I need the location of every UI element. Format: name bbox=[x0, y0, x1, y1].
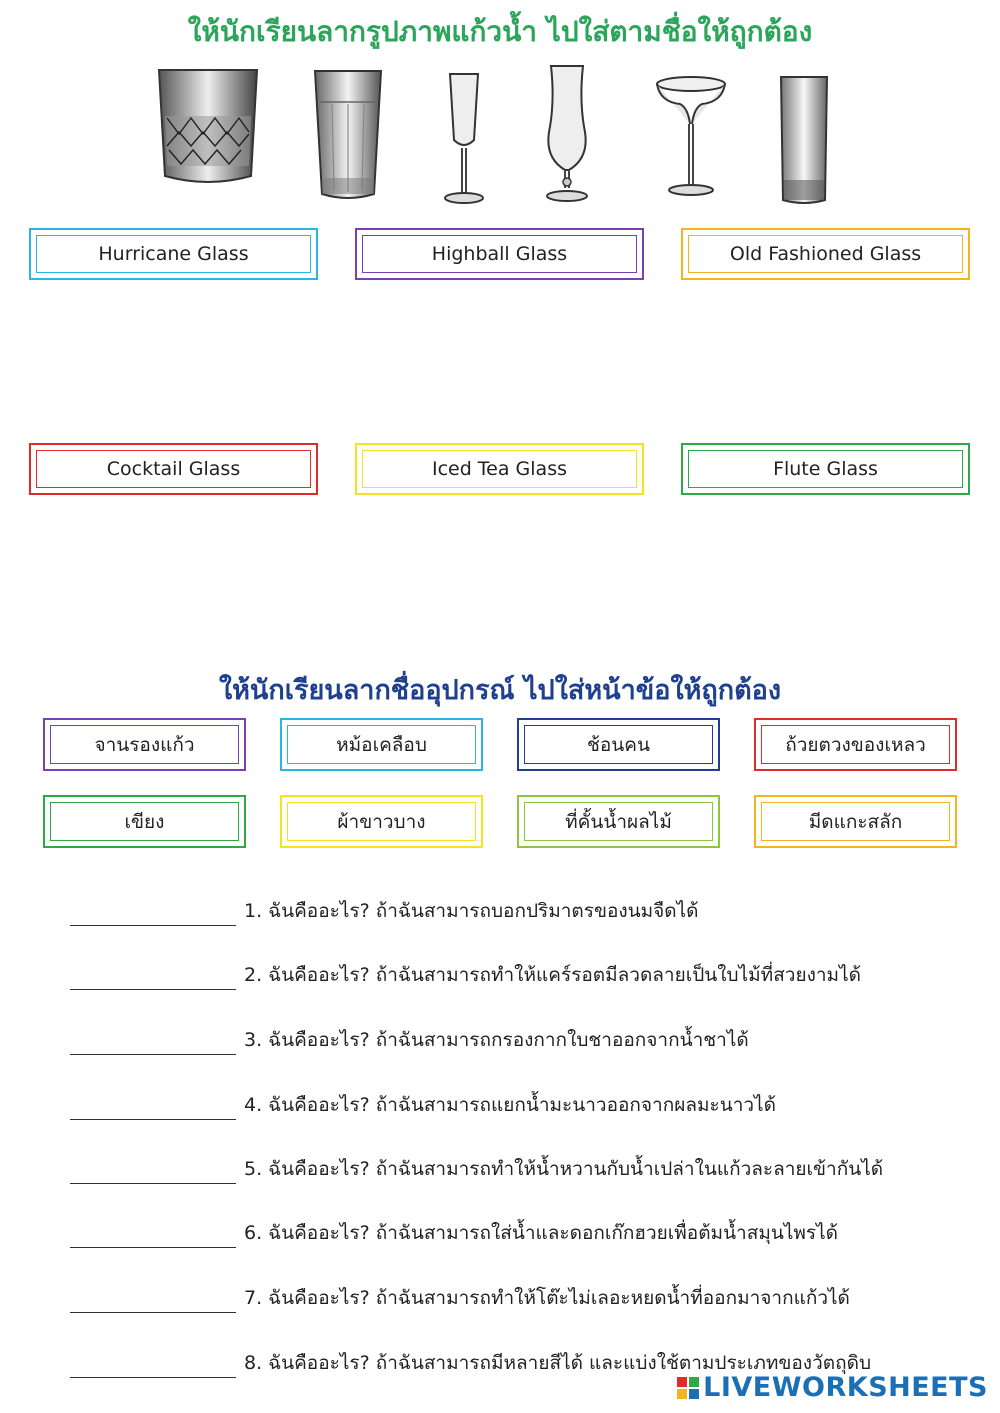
question-4: 4. ฉันคืออะไร? ถ้าฉันสามารถแยกน้ำมะนาวออกจากผลมะนาวได้ bbox=[70, 1090, 776, 1120]
question-8: 8. ฉันคืออะไร? ถ้าฉันสามารถมีหลายสีได้ และแบ่งใช้ตามประเภทของวัตถุดิบ bbox=[70, 1348, 871, 1378]
answer-blank-5[interactable] bbox=[70, 1165, 236, 1184]
answer-blank-7[interactable] bbox=[70, 1294, 236, 1313]
highball-glass-icon[interactable] bbox=[778, 74, 830, 206]
answer-blank-4[interactable] bbox=[70, 1101, 236, 1120]
liveworksheets-logo: LIVEWORKSHEETS bbox=[677, 1372, 988, 1403]
tool-cutting-board[interactable]: เขียง bbox=[43, 795, 246, 848]
question-6: 6. ฉันคืออะไร? ถ้าฉันสามารถใส่น้ำและดอกเก๊กฮวยเพื่อต้มน้ำสมุนไพรได้ bbox=[70, 1218, 838, 1248]
label-cocktail-glass[interactable]: Cocktail Glass bbox=[29, 443, 318, 495]
answer-blank-6[interactable] bbox=[70, 1229, 236, 1248]
tool-carving-knife[interactable]: มีดแกะสลัก bbox=[754, 795, 957, 848]
question-5: 5. ฉันคืออะไร? ถ้าฉันสามารถทำให้น้ำหวานกับน้ำเปล่าในแก้วละลายเข้ากันได้ bbox=[70, 1154, 883, 1184]
tool-stirring-spoon[interactable]: ช้อนคน bbox=[517, 718, 720, 771]
tool-section-title: ให้นักเรียนลากชื่ออุปกรณ์ ไปใส่หน้าข้อให้ถูกต้อง bbox=[218, 675, 782, 706]
tool-cheesecloth[interactable]: ผ้าขาวบาง bbox=[280, 795, 483, 848]
hurricane-glass-icon[interactable] bbox=[543, 62, 591, 204]
answer-blank-2[interactable] bbox=[70, 971, 236, 990]
question-1: 1. ฉันคืออะไร? ถ้าฉันสามารถบอกปริมาตรของนมจืดได้ bbox=[70, 896, 699, 926]
question-2: 2. ฉันคืออะไร? ถ้าฉันสามารถทำให้แคร์รอตมีลวดลายเป็นใบไม้ที่สวยงามได้ bbox=[70, 960, 861, 990]
tool-juicer[interactable]: ที่คั้นน้ำผลไม้ bbox=[517, 795, 720, 848]
question-7: 7. ฉันคืออะไร? ถ้าฉันสามารถทำให้โต๊ะไม่เลอะหยดน้ำที่ออกมาจากแก้วได้ bbox=[70, 1283, 850, 1313]
label-flute-glass[interactable]: Flute Glass bbox=[681, 443, 970, 495]
label-iced-tea-glass[interactable]: Iced Tea Glass bbox=[355, 443, 644, 495]
label-highball-glass[interactable]: Highball Glass bbox=[355, 228, 644, 280]
flute-glass-icon[interactable] bbox=[442, 70, 486, 206]
answer-blank-1[interactable] bbox=[70, 907, 236, 926]
old-fashioned-glass-icon[interactable] bbox=[155, 66, 261, 186]
tool-enamel-pot[interactable]: หม้อเคลือบ bbox=[280, 718, 483, 771]
label-hurricane-glass[interactable]: Hurricane Glass bbox=[29, 228, 318, 280]
glass-section-title: ให้นักเรียนลากรูปภาพแก้วน้ำ ไปใส่ตามชื่อให้ถูกต้อง bbox=[187, 15, 813, 48]
iced-tea-glass-icon[interactable] bbox=[312, 68, 384, 202]
tool-measuring-cup[interactable]: ถ้วยตวงของเหลว bbox=[754, 718, 957, 771]
cocktail-glass-icon[interactable] bbox=[654, 74, 728, 198]
answer-blank-8[interactable] bbox=[70, 1359, 236, 1378]
tool-coaster[interactable]: จานรองแก้ว bbox=[43, 718, 246, 771]
logo-icon bbox=[677, 1377, 699, 1399]
question-3: 3. ฉันคืออะไร? ถ้าฉันสามารถกรองกากใบชาออกจากน้ำชาได้ bbox=[70, 1025, 749, 1055]
label-old-fashioned-glass[interactable]: Old Fashioned Glass bbox=[681, 228, 970, 280]
answer-blank-3[interactable] bbox=[70, 1036, 236, 1055]
